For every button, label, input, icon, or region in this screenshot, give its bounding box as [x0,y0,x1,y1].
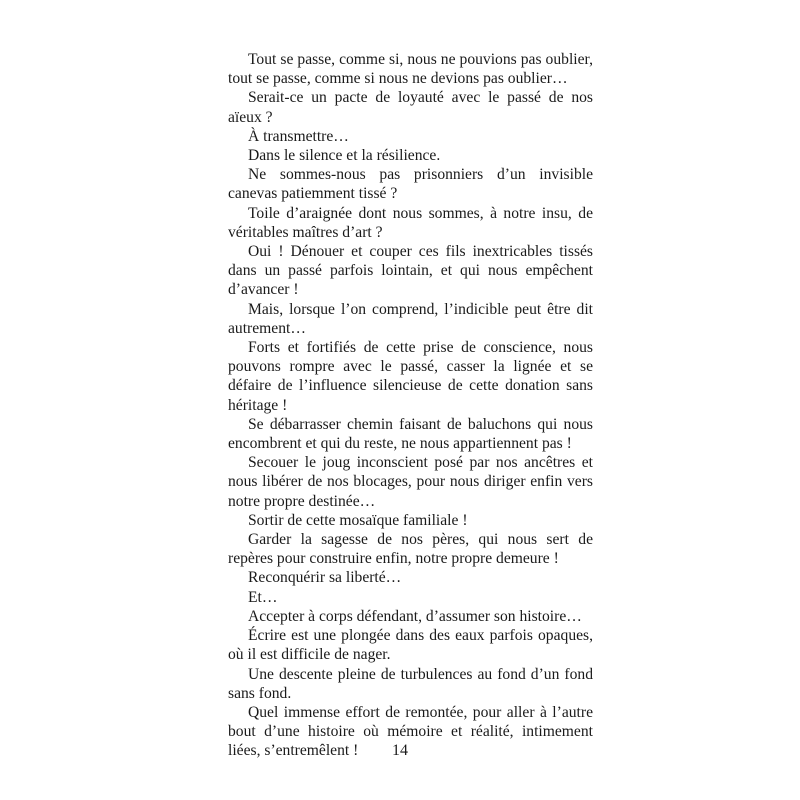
paragraph: Secouer le joug inconscient posé par nos ancêtres et nous libérer de nos blocages, pour nous diriger enfin vers notre propre destinée… [228,454,593,510]
paragraph: Reconquérir sa liberté… [248,569,402,587]
paragraph: Ne sommes-nous pas prisonniers d’un invisible canevas patiemment tissé ? [228,166,593,203]
page-number: 14 [392,742,408,759]
paragraph: Une descente pleine de turbulences au fond d’un fond sans fond. [228,665,593,702]
paragraph: Garder la sagesse de nos pères, qui nous sert de repères pour construire enfin, notre propre demeure ! [228,531,593,568]
paragraph: Sortir de cette mosaïque familiale ! [248,511,468,529]
paragraph: Et… [248,588,278,606]
paragraph: Serait-ce un pacte de loyauté avec le passé de nos aïeux ? [228,89,593,126]
paragraph: Oui ! Dénouer et couper ces fils inextricables tissés dans un passé parfois lointain, et qui nous empêchent d’avancer ! [228,243,593,299]
paragraph: Dans le silence et la résilience. [248,147,441,165]
paragraph: Tout se passe, comme si, nous ne pouvions pas oublier, tout se passe, comme si nous ne devions pas oublier… [228,51,593,88]
paragraph: Se débarrasser chemin faisant de baluchons qui nous encombrent et qui du reste, ne nous appartiennent pas ! [228,415,593,453]
paragraph: Écrire est une plongée dans des eaux parfois opaques, où il est difficile de nager. [228,627,593,664]
paragraph: Forts et fortifiés de cette prise de conscience, nous pouvons rompre avec le passé, casser la lignée et se défaire de l’influence silencieuse de cette donation sans héritage ! [228,339,593,414]
paragraph: Toile d’araignée dont nous sommes, à notre insu, de véritables maîtres d’art ? [228,204,593,241]
paragraph: Accepter à corps défendant, d’assumer son histoire… [248,607,582,625]
paragraph: Quel immense effort de remontée, pour aller à l’autre bout d’une histoire où mémoire et réalité, intimement liées, s’entremêlent ! [228,703,593,760]
paragraph: À transmettre… [248,127,349,145]
body-text [228,50,593,761]
paragraph: Mais, lorsque l’on comprend, l’indicible peut être dit autrement… [228,300,593,337]
